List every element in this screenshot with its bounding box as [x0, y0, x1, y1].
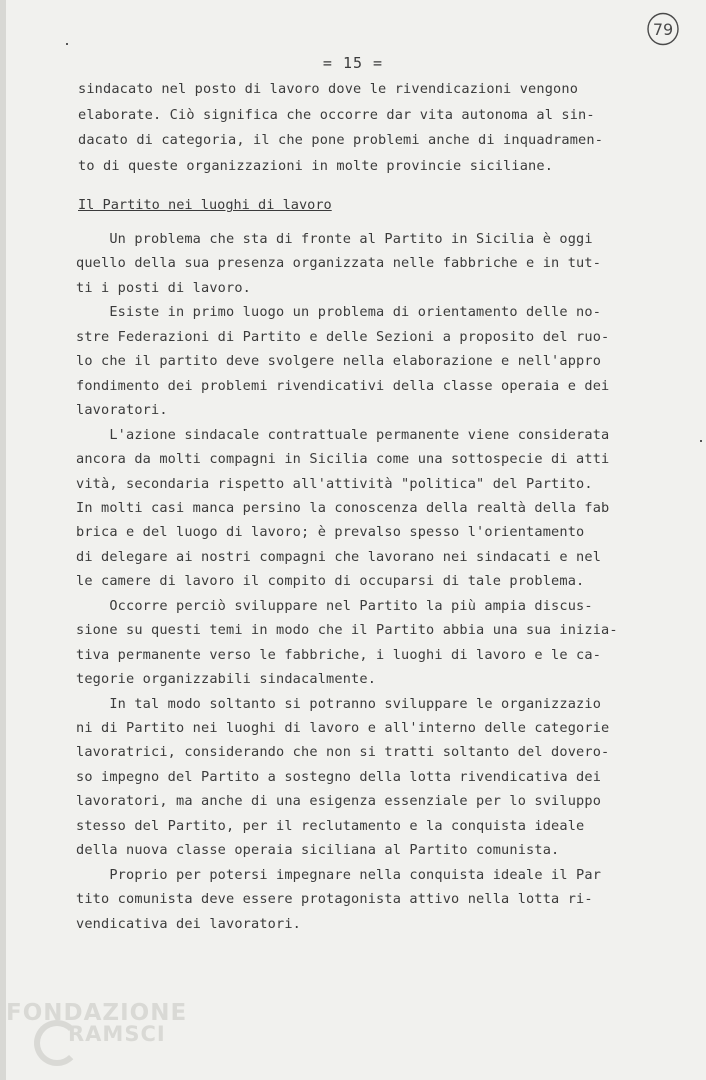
text-line: lo che il partito deve svolgere nella elaborazione e nell'appro	[76, 353, 602, 370]
text-line: lavoratori.	[76, 402, 168, 419]
text-line: Un problema che sta di fronte al Partito in Sicilia è oggi	[76, 231, 593, 247]
text-line: tiva permanente verso le fabbriche, i luoghi di lavoro e le ca-	[76, 646, 602, 663]
text-line: Proprio per potersi impegnare nella conquista ideale il Par	[76, 866, 602, 883]
text-line: In molti casi manca persino la conoscenza della realtà della fab	[76, 499, 610, 516]
text-line: dacato di categoria, il che pone problemi anche di inquadramen-	[78, 132, 604, 148]
scan-edge	[0, 0, 6, 1080]
text-line: tito comunista deve essere protagonista attivo nella lotta ri-	[76, 891, 593, 908]
text-line: so impegno del Partito a sostegno della lotta rivendicativa dei	[76, 768, 602, 785]
text-line: fondimento dei problemi rivendicativi della classe operaia e dei	[76, 377, 610, 394]
text-line: stesso del Partito, per il reclutamento e la conquista ideale	[76, 817, 585, 834]
text-line: lavoratrici, considerando che non si tratti soltanto del dovero-	[76, 744, 610, 761]
text-line: sindacato nel posto di lavoro dove le rivendicazioni vengono	[78, 81, 579, 97]
scan-mark	[66, 43, 68, 45]
text-line: lavoratori, ma anche di una esigenza essenziale per lo sviluppo	[76, 793, 602, 810]
text-line: le camere di lavoro il compito di occuparsi di tale problema.	[76, 573, 585, 590]
text-line: vità, secondaria rispetto all'attività "politica" del Partito.	[76, 475, 593, 492]
text-line: brica e del luogo di lavoro; è prevalso spesso l'orientamento	[76, 524, 585, 541]
text-line: ti i posti di lavoro.	[76, 279, 252, 296]
svg-text:79: 79	[652, 20, 674, 39]
text-line: elaborate. Ciò significa che occorre dar vita autonoma al sin-	[78, 106, 595, 123]
text-line: to di queste organizzazioni in molte provincie siciliane.	[78, 157, 554, 174]
text-line: stre Federazioni di Partito e delle Sezioni a proposito del ruo-	[76, 328, 610, 345]
watermark-logo	[6, 1000, 206, 1080]
text-line: Esiste in primo luogo un problema di orientamento delle no-	[76, 304, 602, 321]
text-line: di delegare ai nostri compagni che lavorano nei sindacati e nel	[76, 548, 602, 565]
text-line: ni di Partito nei luoghi di lavoro e all'interno delle categorie	[76, 720, 610, 736]
text-line: L'azione sindacale contrattuale permanente viene considerata	[76, 426, 610, 443]
text-line: quello della sua presenza organizzata nelle fabbriche e in tut-	[76, 255, 602, 272]
watermark-line2: RAMSCI	[68, 1022, 166, 1046]
text-line: In tal modo soltanto si potranno sviluppare le organizzazio	[76, 695, 602, 712]
archive-stamp-icon	[646, 12, 680, 46]
scan-mark	[700, 440, 702, 442]
text-line: tegorie organizzabili sindacalmente.	[76, 671, 377, 688]
section-heading: Il Partito nei luoghi di lavoro	[78, 197, 332, 213]
watermark-line1: FONDAZIONE	[6, 1000, 188, 1026]
page-number: = 15 =	[322, 54, 384, 72]
text-line: sione su questi temi in modo che il Partito abbia una sua inizia-	[76, 622, 618, 639]
text-line: vendicativa dei lavoratori.	[76, 915, 302, 932]
text-line: ancora da molti compagni in Sicilia come una sottospecie di atti	[76, 451, 610, 468]
text-line: Occorre perciò sviluppare nel Partito la più ampia discus-	[76, 597, 593, 614]
text-line: della nuova classe operaia siciliana al Partito comunista.	[76, 842, 560, 859]
